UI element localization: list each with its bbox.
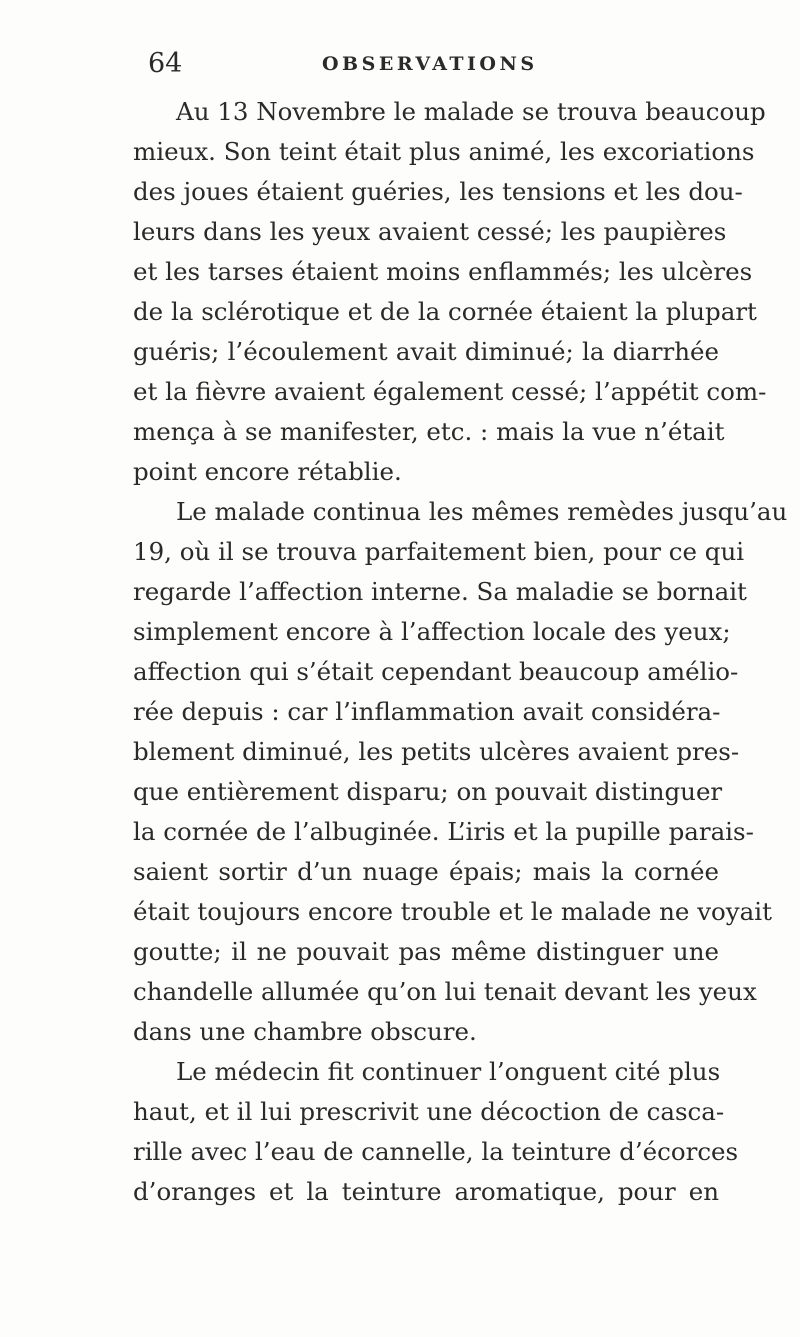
text-line: blement diminué, les petits ulcères avaient pres- bbox=[133, 737, 740, 766]
text-line: était toujours encore trouble et le malade ne voyait bbox=[133, 897, 772, 926]
text-line: et la fièvre avaient également cessé; l’appétit com- bbox=[133, 377, 767, 406]
text-line: des joues étaient guéries, les tensions et les dou- bbox=[133, 177, 743, 206]
text-line: mieux. Son teint était plus animé, les excoriations bbox=[133, 137, 755, 166]
page-number: 64 bbox=[148, 48, 183, 79]
text-line: 19, où il se trouva parfaitement bien, pour ce qui bbox=[133, 537, 745, 566]
text-line: leurs dans les yeux avaient cessé; les paupières bbox=[133, 217, 727, 246]
text-line: et les tarses étaient moins enflammés; les ulcères bbox=[133, 257, 753, 286]
text-line: Au 13 Novembre le malade se trouva beaucoup bbox=[176, 97, 766, 126]
page-header bbox=[148, 48, 668, 80]
text-line: goutte; il ne pouvait pas même distinguer une bbox=[133, 937, 719, 966]
text-line: point encore rétablie. bbox=[133, 457, 402, 486]
text-line: saient sortir d’un nuage épais; mais la cornée bbox=[133, 857, 719, 886]
text-line: chandelle allumée qu’on lui tenait devant les yeux bbox=[133, 977, 757, 1006]
text-line: rille avec l’eau de cannelle, la teinture d’écorces bbox=[133, 1137, 739, 1166]
text-line: dans une chambre obscure. bbox=[133, 1017, 477, 1046]
running-title: OBSERVATIONS bbox=[322, 53, 538, 75]
text-line: d’oranges et la teinture aromatique, pour en bbox=[133, 1177, 719, 1206]
text-line: affection qui s’était cependant beaucoup amélio- bbox=[133, 657, 739, 686]
text-line: regarde l’affection interne. Sa maladie se bornait bbox=[133, 577, 747, 606]
text-line: que entièrement disparu; on pouvait distinguer bbox=[133, 777, 723, 806]
text-line: simplement encore à l’affection locale des yeux; bbox=[133, 617, 731, 646]
text-line: mença à se manifester, etc. : mais la vue n’était bbox=[133, 417, 725, 446]
text-line: guéris; l’écoulement avait diminué; la diarrhée bbox=[133, 337, 719, 366]
text-line: la cornée de l’albuginée. L’iris et la pupille parais- bbox=[133, 817, 754, 846]
text-line: rée depuis : car l’inflammation avait considéra- bbox=[133, 697, 721, 726]
text-line: de la sclérotique et de la cornée étaient la plupart bbox=[133, 297, 757, 326]
text-line: Le malade continua les mêmes remèdes jusqu’au bbox=[176, 497, 788, 526]
text-line: haut, et il lui prescrivit une décoction de casca- bbox=[133, 1097, 725, 1126]
text-line: Le médecin fit continuer l’onguent cité plus bbox=[176, 1057, 721, 1086]
